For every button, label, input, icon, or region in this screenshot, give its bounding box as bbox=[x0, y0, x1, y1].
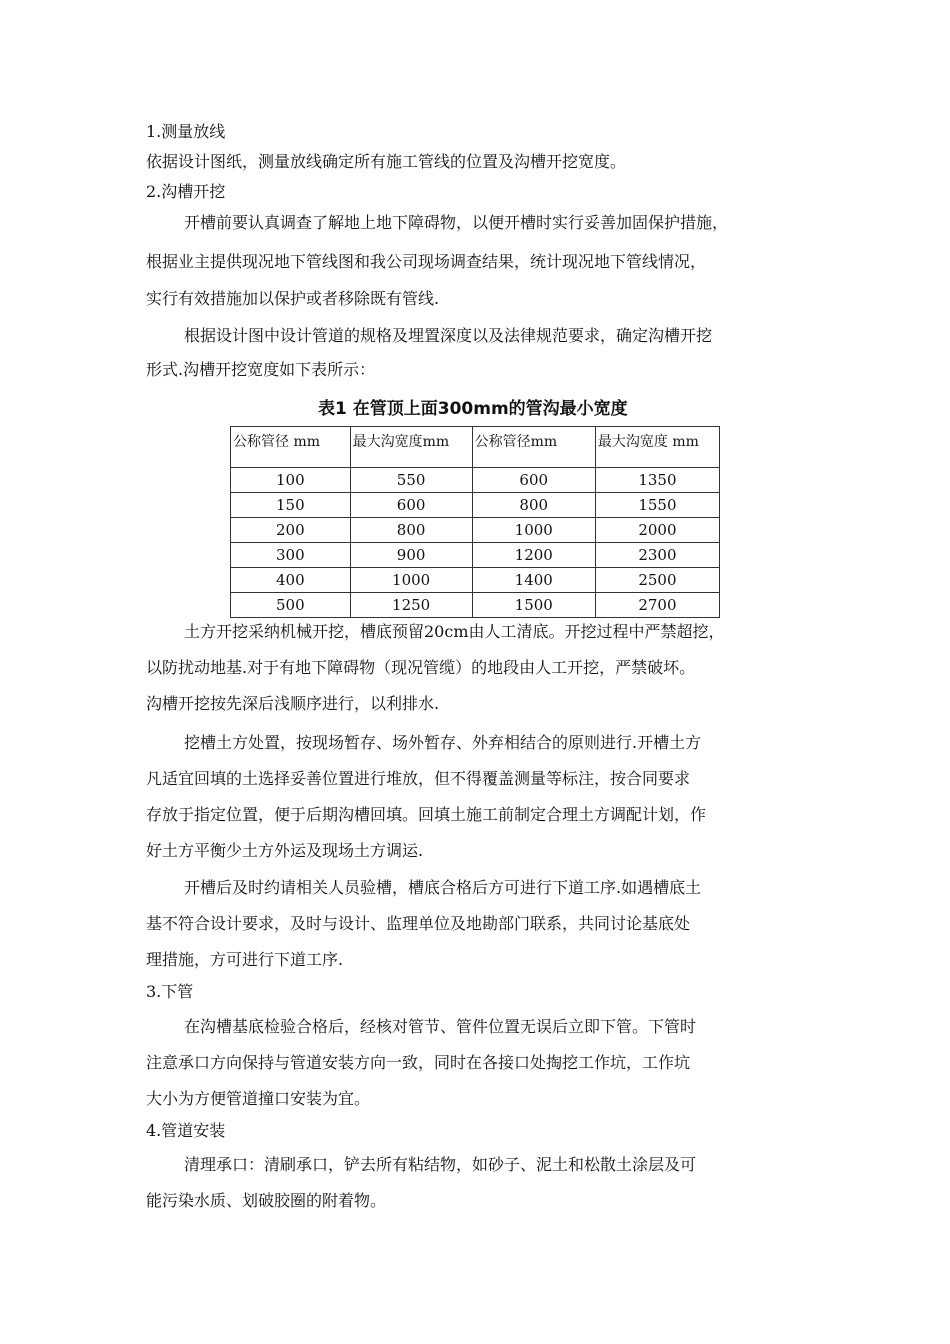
table-cell: 400 bbox=[231, 568, 351, 593]
paragraph-line: 在沟槽基底检验合格后，经核对管节、管件位置无误后立即下管。下管时 bbox=[184, 1017, 697, 1036]
paragraph-line: 根据业主提供现况地下管线图和我公司现场调查结果，统计现况地下管线情况， bbox=[146, 252, 707, 271]
paragraph-line: 形式.沟槽开挖宽度如下表所示： bbox=[146, 360, 376, 379]
heading-survey: 1.测量放线 bbox=[146, 122, 226, 141]
paragraph-line: 凡适宜回填的土选择妥善位置进行堆放，但不得覆盖测量等标注，按合同要求 bbox=[146, 769, 691, 788]
paragraph-line: 理措施，方可进行下道工序. bbox=[146, 950, 344, 969]
table-cell: 550 bbox=[350, 468, 472, 493]
table-cell: 900 bbox=[350, 543, 472, 568]
table-header-row bbox=[231, 427, 720, 468]
table-row bbox=[231, 568, 720, 593]
table-cell: 500 bbox=[231, 593, 351, 618]
column-header: 最大沟宽度 mm bbox=[595, 427, 719, 468]
paragraph-line: 存放于指定位置，便于后期沟槽回填。回填土施工前制定合理土方调配计划，作 bbox=[146, 805, 707, 824]
paragraph-line: 根据设计图中设计管道的规格及埋置深度以及法律规范要求，确定沟槽开挖 bbox=[184, 326, 713, 345]
paragraph-line: 基不符合设计要求，及时与设计、监理单位及地勘部门联系，共同讨论基底处 bbox=[146, 914, 691, 933]
table-cell: 1400 bbox=[472, 568, 595, 593]
column-header: 最大沟宽度mm bbox=[350, 427, 472, 468]
trench-width-table bbox=[230, 426, 720, 618]
table-cell: 800 bbox=[350, 518, 472, 543]
table-cell: 100 bbox=[231, 468, 351, 493]
table-row bbox=[231, 593, 720, 618]
paragraph-line: 实行有效措施加以保护或者移除既有管线. bbox=[146, 289, 440, 308]
heading-lowering-pipe: 3.下管 bbox=[146, 982, 194, 1001]
table-row bbox=[231, 543, 720, 568]
paragraph-line: 开槽前要认真调查了解地上地下障碍物，以便开槽时实行妥善加固保护措施， bbox=[184, 213, 729, 232]
table-row bbox=[231, 518, 720, 543]
table-row bbox=[231, 468, 720, 493]
table-cell: 2500 bbox=[595, 568, 719, 593]
column-header: 公称管径mm bbox=[472, 427, 595, 468]
table-cell: 150 bbox=[231, 493, 351, 518]
table-cell: 1000 bbox=[350, 568, 472, 593]
table-cell: 300 bbox=[231, 543, 351, 568]
paragraph-line: 沟槽开挖按先深后浅顺序进行，以利排水. bbox=[146, 694, 440, 713]
table-cell: 600 bbox=[472, 468, 595, 493]
table-cell: 600 bbox=[350, 493, 472, 518]
paragraph-line: 注意承口方向保持与管道安装方向一致，同时在各接口处掏挖工作坑，工作坑 bbox=[146, 1053, 691, 1072]
table-cell: 1000 bbox=[472, 518, 595, 543]
paragraph-line: 好土方平衡少土方外运及现场土方调运. bbox=[146, 841, 424, 860]
paragraph-line: 清理承口：清刷承口，铲去所有粘结物，如砂子、泥土和松散土涂层及可 bbox=[184, 1155, 697, 1174]
table-cell: 1500 bbox=[472, 593, 595, 618]
paragraph-line: 以防扰动地基.对于有地下障碍物（现况管缆）的地段由人工开挖，严禁破坏。 bbox=[146, 658, 696, 677]
paragraph-line: 挖槽土方处置，按现场暂存、场外暂存、外弃相结合的原则进行.开槽土方 bbox=[184, 733, 702, 752]
table-cell: 1550 bbox=[595, 493, 719, 518]
paragraph-line: 开槽后及时约请相关人员验槽，槽底合格后方可进行下道工序.如遇槽底土 bbox=[184, 878, 702, 897]
table-cell: 200 bbox=[231, 518, 351, 543]
table-caption: 表1 在管顶上面300mm的管沟最小宽度 bbox=[318, 399, 628, 419]
paragraph-line: 土方开挖采纳机械开挖，槽底预留20cm由人工清底。开挖过程中严禁超挖， bbox=[184, 622, 725, 641]
table-cell: 1200 bbox=[472, 543, 595, 568]
table-cell: 2300 bbox=[595, 543, 719, 568]
table-cell: 800 bbox=[472, 493, 595, 518]
paragraph-line: 能污染水质、划破胶圈的附着物。 bbox=[146, 1191, 387, 1210]
table-cell: 1350 bbox=[595, 468, 719, 493]
table-row bbox=[231, 493, 720, 518]
table-cell: 1250 bbox=[350, 593, 472, 618]
table-cell: 2000 bbox=[595, 518, 719, 543]
paragraph-line: 依据设计图纸，测量放线确定所有施工管线的位置及沟槽开挖宽度。 bbox=[146, 152, 627, 171]
paragraph-line: 大小为方便管道撞口安装为宜。 bbox=[146, 1089, 371, 1108]
heading-trench-excavation: 2.沟槽开挖 bbox=[146, 182, 226, 201]
table-cell: 2700 bbox=[595, 593, 719, 618]
column-header: 公称管径 mm bbox=[231, 427, 351, 468]
heading-pipe-installation: 4.管道安装 bbox=[146, 1121, 226, 1140]
